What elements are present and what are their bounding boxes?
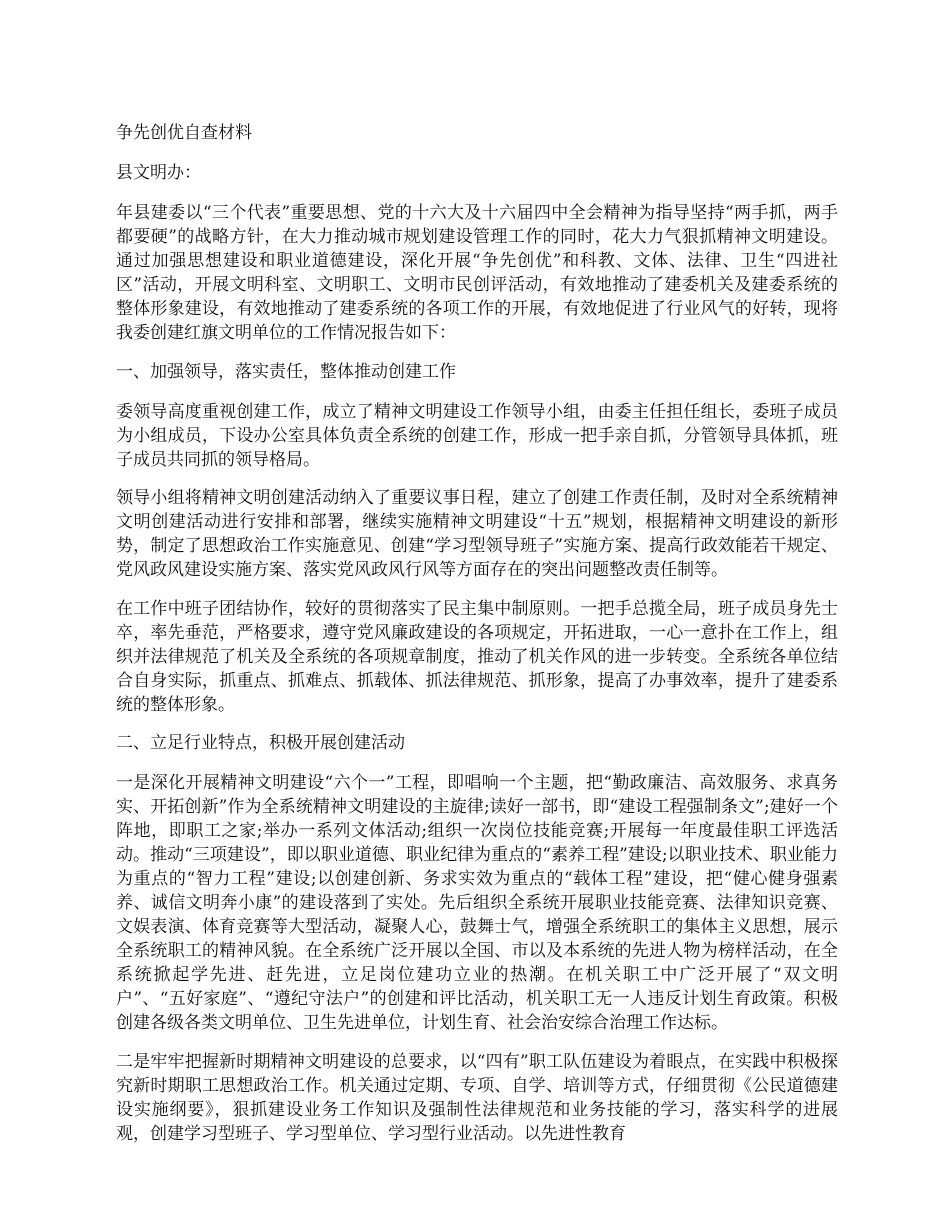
section1-paragraph: 领导小组将精神文明创建活动纳入了重要议事日程，建立了创建工作责任制，及时对全系统精神文明创建活动进行安排和部署，继续实施精神文明建设“十五”规划，根据精神文明建设的新形势，制定了思想政治工作实施意见、创建“学习型领导班子”实施方案、提高行政效能若干规定、党风政风建设实施方案、落实党风政风行风等方面存在的突出问题整改责任制等。 (116, 488, 838, 580)
document-title: 争先创优自查材料 (116, 123, 252, 143)
section1-paragraph: 委领导高度重视创建工作，成立了精神文明建设工作领导小组，由委主任担任组长，委班子成员为小组成员，下设办公室具体负责全系统的创建工作，形成一把手亲自抓，分管领导具体抓，班子成员共同抓的领导格局。 (116, 401, 838, 470)
intro-paragraph: 年县建委以“三个代表”重要思想、党的十六大及十六届四中全会精神为指导坚持“两手抓，两手都要硬”的战略方针，在大力推动城市规划建设管理工作的同时，花大力气狠抓精神文明建设。通过加强思想建设和职业道德建设，深化开展“争先创优”和科教、文体、法律、卫生“四进社区”活动，开展文明科室、文明职工、文明市民创评活动，有效地推动了建委机关及建委系统的整体形象建设，有效地推动了建委系统的各项工作的开展，有效地促进了行业风气的好转，现将我委创建红旗文明单位的工作情况报告如下： (116, 203, 838, 343)
salutation: 县文明办： (116, 163, 201, 183)
document-page (116, 121, 838, 1160)
section-heading-2: 二、立足行业特点，积极开展创建活动 (116, 733, 405, 753)
section-heading-1: 一、加强领导，落实责任，整体推动创建工作 (116, 361, 456, 382)
section2-paragraph: 一是深化开展精神文明建设“六个一”工程，即唱响一个主题，把“勤政廉洁、高效服务、求真务实、开拓创新”作为全系统精神文明建设的主旋律;读好一部书，即“建设工程强制条文”;建好一个阵地，即职工之家;举办一系列文体活动;组织一次岗位技能竞赛;开展每一年度最佳职工评选活动。推动“三项建设”，即以职业道德、职业纪律为重点的“素养工程”建设;以职业技术、职业能力为重点的“智力工程”建设;以创建创新、务求实效为重点的“载体工程”建设，把“健心健身强素养、诚信文明奔小康”的建设落到了实处。先后组织全系统开展职业技能竞赛、法律知识竞赛、文娱表演、体育竞赛等大型活动，凝聚人心，鼓舞士气，增强全系统职工的集体主义思想，展示全系统职工的精神风貌。在全系统广泛开展以全国、市以及本系统的先进人物为榜样活动，在全系统掀起学先进、赶先进，立足岗位建功立业的热潮。在机关职工中广泛开展了“双文明户”、“五好家庭”、“遵纪守法户”的创建和评比活动，机关职工无一人违反计划生育政策。积极创建各级各类文明单位、卫生先进单位，计划生育、社会治安综合治理工作达标。 (116, 773, 838, 1033)
section2-paragraph: 二是牢牢把握新时期精神文明建设的总要求，以“四有”职工队伍建设为着眼点，在实践中积极探究新时期职工思想政治工作。机关通过定期、专项、自学、培训等方式，仔细贯彻《公民道德建设实施纲要》，狠抓建设业务工作知识及强制性法律规范和业务技能的学习，落实科学的进展观，创建学习型班子、学习型单位、学习型行业活动。以先进性教育 (116, 1051, 838, 1144)
section1-paragraph: 在工作中班子团结协作，较好的贯彻落实了民主集中制原则。一把手总揽全局，班子成员身先士卒，率先垂范，严格要求，遵守党风廉政建设的各项规定，开拓进取，一心一意扑在工作上，组织并法律规范了机关及全系统的各项规章制度，推动了机关作风的进一步转变。全系统各单位结合自身实际，抓重点、抓难点、抓载体、抓法律规范、抓形象，提高了办事效率，提升了建委系统的整体形象。 (116, 598, 838, 715)
